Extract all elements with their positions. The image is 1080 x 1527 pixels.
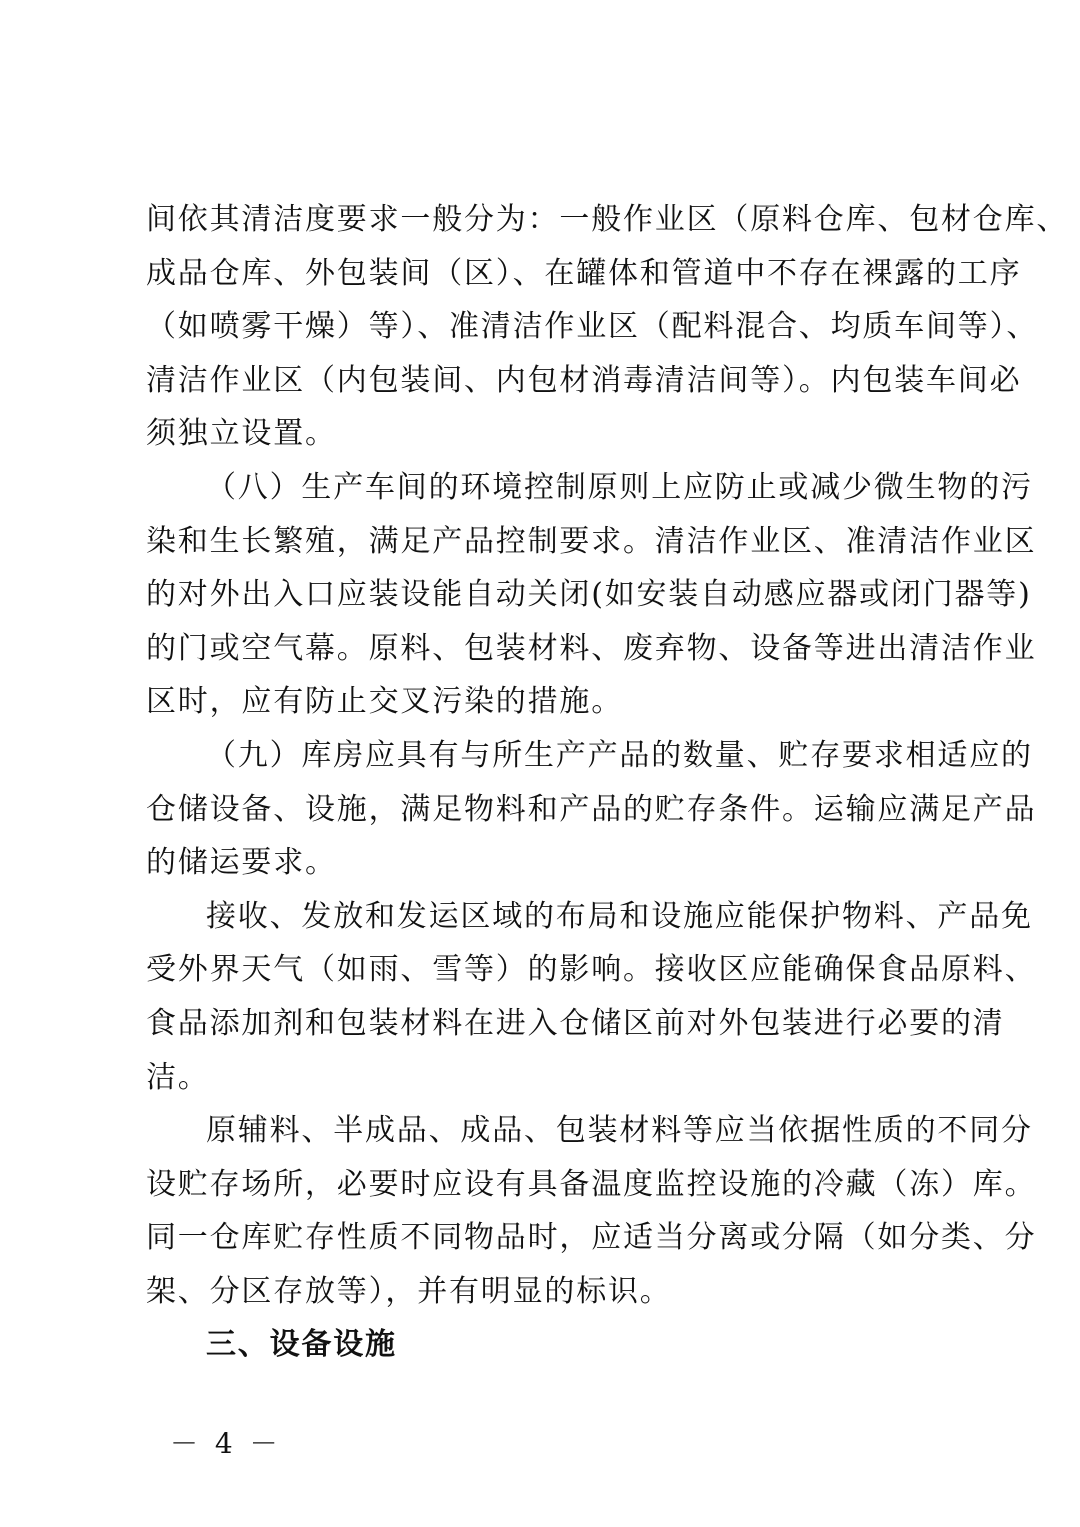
text-line: 设贮存场所，必要时应设有具备温度监控设施的冷藏（冻）库。 (146, 1166, 1037, 1202)
text-line: （如喷雾干燥）等）、准清洁作业区（配料混合、均质车间等）、 (146, 309, 1039, 345)
paragraph-start-line: （九）库房应具有与所生产产品的数量、贮存要求相适应的 (206, 737, 1033, 773)
paragraph-start-line: 接收、发放和发运区域的布局和设施应能保护物料、产品免 (206, 898, 1033, 934)
page-number: － 4 － (170, 1427, 282, 1460)
paragraph-start-line: （八）生产车间的环境控制原则上应防止或减少微生物的污 (206, 469, 1033, 505)
text-line: 受外界天气（如雨、雪等）的影响。接收区应能确保食品原料、 (146, 952, 1037, 988)
text-line: 仓储设备、设施，满足物料和产品的贮存条件。运输应满足产品 (146, 791, 1037, 827)
text-line: 间依其清洁度要求一般分为：一般作业区（原料仓库、包材仓库、 (146, 202, 1069, 237)
text-line: 清洁作业区（内包装间、内包材消毒清洁间等）。内包装车间必 (146, 362, 1022, 398)
text-line: 食品添加剂和包装材料在进入仓储区前对外包装进行必要的清 (146, 1005, 1005, 1041)
text-line: 染和生长繁殖，满足产品控制要求。清洁作业区、准清洁作业区 (146, 523, 1037, 559)
text-line: 架、分区存放等），并有明显的标识。 (146, 1273, 672, 1309)
text-line: 的对外出入口应装设能自动关闭(如安装自动感应器或闭门器等) (146, 577, 1032, 613)
text-line: 的门或空气幕。原料、包装材料、废弃物、设备等进出清洁作业 (146, 630, 1037, 666)
section-heading: 三、设备设施 (206, 1327, 397, 1363)
text-line: 成品仓库、外包装间（区）、在罐体和管道中不存在裸露的工序 (146, 255, 1022, 291)
text-line: 区时，应有防止交叉污染的措施。 (146, 684, 623, 720)
document-body (146, 193, 1069, 1372)
paragraph-start-line: 原辅料、半成品、成品、包装材料等应当依据性质的不同分 (206, 1113, 1033, 1149)
text-line: 洁。 (146, 1059, 210, 1095)
text-line: 须独立设置。 (146, 416, 337, 452)
text-line: 同一仓库贮存性质不同物品时，应适当分离或分隔（如分类、分 (146, 1220, 1037, 1256)
text-line: 的储运要求。 (146, 845, 337, 881)
